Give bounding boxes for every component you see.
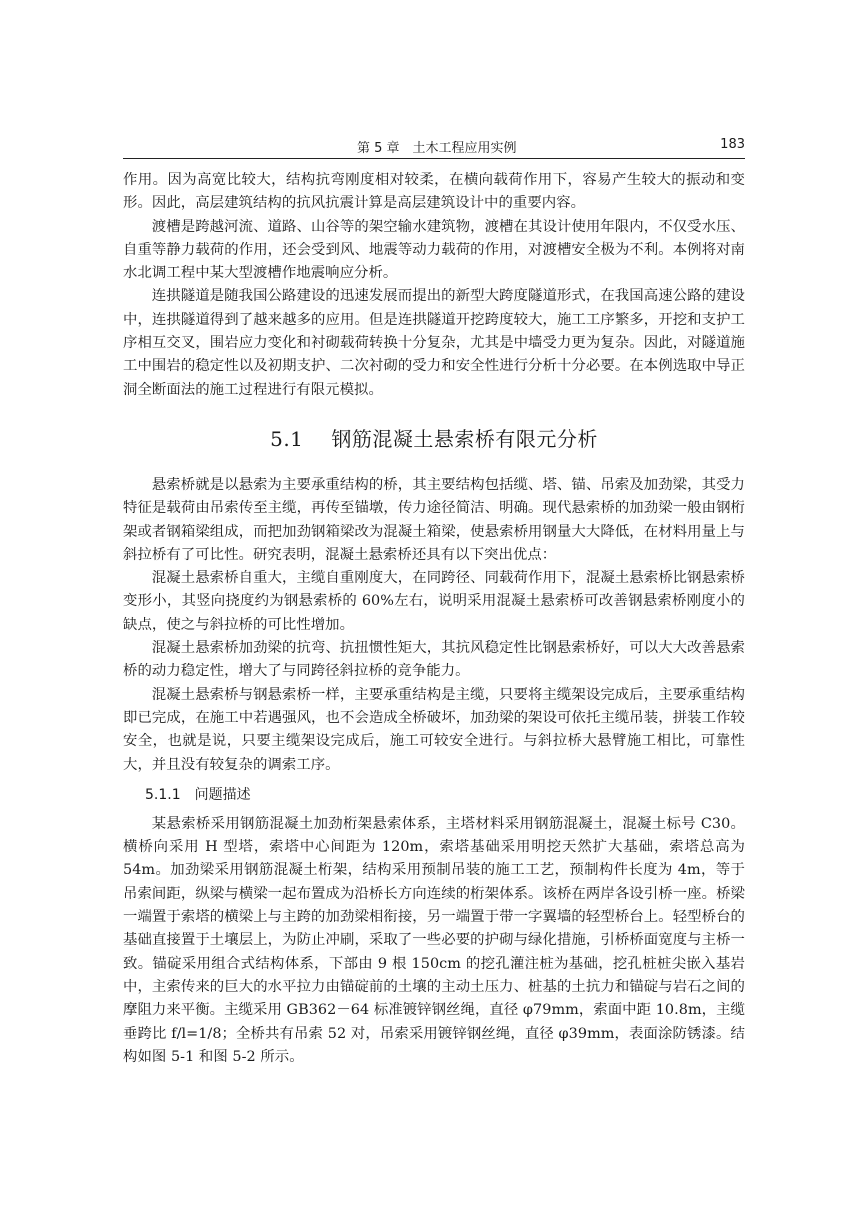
section-heading <box>123 424 745 454</box>
page-number: 183 <box>720 137 745 152</box>
section-paragraph: 混凝土悬索桥加劲梁的抗弯、抗扭惯性矩大，其抗风稳定性比钢悬索桥好，可以大大改善悬索桥的动力稳定性，增大了与同跨径斜拉桥的竞争能力。 <box>123 640 745 680</box>
section-paragraph: 悬索桥就是以悬索为主要承重结构的桥，其主要结构包括缆、塔、锚、吊索及加劲梁，其受力特征是载荷由吊索传至主缆，再传至锚墩，传力途径简洁、明确。现代悬索桥的加劲梁一般由钢桁架或者钢箱梁组成，而把加劲钢箱梁改为混凝土箱梁，使悬索桥用钢量大大降低，在材料用量上与斜拉桥有了可比性。研究表明，混凝土悬索桥还具有以下突出优点： <box>123 476 745 563</box>
subsection-paragraph: 某悬索桥采用钢筋混凝土加劲桁架悬索体系，主塔材料采用钢筋混凝土，混凝土标号 C30。横桥向采用 H 型塔，索塔中心间距为 120m，索塔基础采用明挖天然扩大基础，索塔总高为 54m。加劲梁采用钢筋混凝土桁架，结构采用预制吊装的施工工艺，预制构件长度为 4m，等于吊索间距，纵梁与横梁一起布置成为沿桥长方向连续的桁架体系。该桥在两岸各设引桥一座。桥梁一端置于索塔的横梁上与主跨的加劲梁相衔接，另一端置于带一字翼墙的轻型桥台上。轻型桥台的基础直接置于土壤层上，为防止冲刷，采取了一些必要的护砌与绿化措施，引桥桥面宽度与主桥一致。锚碇采用组合式结构体系，下部由 9 根 150cm 的挖孔灌注桩为基础，挖孔桩桩尖嵌入基岩中，主索传来的巨大的水平拉力由锚碇前的土壤的主动土压力、桩基的土抗力和锚碇与岩石之间的摩阻力来平衡。主缆采用 GB362－64 标准镀锌钢丝绳，直径 φ79mm，索面中距 10.8m，主缆垂跨比 f/l=1/8；全桥共有吊索 52 对，吊索采用镀锌钢丝绳，直径 φ39mm，表面涂防锈漆。结构如图 5-1 和图 5-2 所示。 <box>123 815 745 1065</box>
intro-paragraph: 渡槽是跨越河流、道路、山谷等的架空输水建筑物，渡槽在其设计使用年限内，不仅受水压、自重等静力载荷的作用，还会受到风、地震等动力载荷的作用，对渡槽安全极为不利。本例将对南水北调工程中某大型渡槽作地震响应分析。 <box>123 218 745 282</box>
section-paragraph: 混凝土悬索桥自重大，主缆自重刚度大，在同跨径、同载荷作用下，混凝土悬索桥比钢悬索桥变形小，其竖向挠度约为钢悬索桥的 60%左右，说明采用混凝土悬索桥可改善钢悬索桥刚度小的缺点，使之与斜拉桥的可比性增加。 <box>123 570 745 633</box>
subsection-heading <box>145 783 745 807</box>
header-rule <box>123 158 745 159</box>
subsection-title: 问题描述 <box>194 786 251 803</box>
section-title: 钢筋混凝土悬索桥有限元分析 <box>331 426 598 451</box>
section-number: 5.1 <box>270 426 304 451</box>
section-paragraph: 混凝土悬索桥与钢悬索桥一样，主要承重结构是主缆，只要将主缆架设完成后，主要承重结构即已完成，在施工中若遇强风，也不会造成全桥破坏，加劲梁的架设可依托主缆吊装，拼装工作较安全，也就是说，只要主缆架设完成后，施工可较安全进行。与斜拉桥大悬臂施工相比，可靠性大，并且没有较复杂的调索工序。 <box>123 686 745 773</box>
intro-paragraph: 连拱隧道是随我国公路建设的迅速发展而提出的新型大跨度隧道形式，在我国高速公路的建设中，连拱隧道得到了越来越多的应用。但是连拱隧道开挖跨度较大，施工工序繁多，开挖和支护工序相互交叉，围岩应力变化和衬砌载荷转换十分复杂，尤其是中墙受力更为复杂。因此，对隧道施工中围岩的稳定性以及初期支护、二次衬砌的受力和安全性进行分析十分必要。在本例选取中导正洞全断面法的施工过程进行有限元模拟。 <box>123 288 745 398</box>
subsection-number: 5.1.1 <box>145 786 181 803</box>
intro-paragraph: 作用。因为高宽比较大，结构抗弯刚度相对较柔，在横向载荷作用下，容易产生较大的振动和变形。因此，高层建筑结构的抗风抗震计算是高层建筑设计中的重要内容。 <box>123 172 745 212</box>
running-header <box>123 137 745 157</box>
page-body <box>123 169 745 1069</box>
chapter-title: 第 5 章 土木工程应用实例 <box>357 141 517 156</box>
